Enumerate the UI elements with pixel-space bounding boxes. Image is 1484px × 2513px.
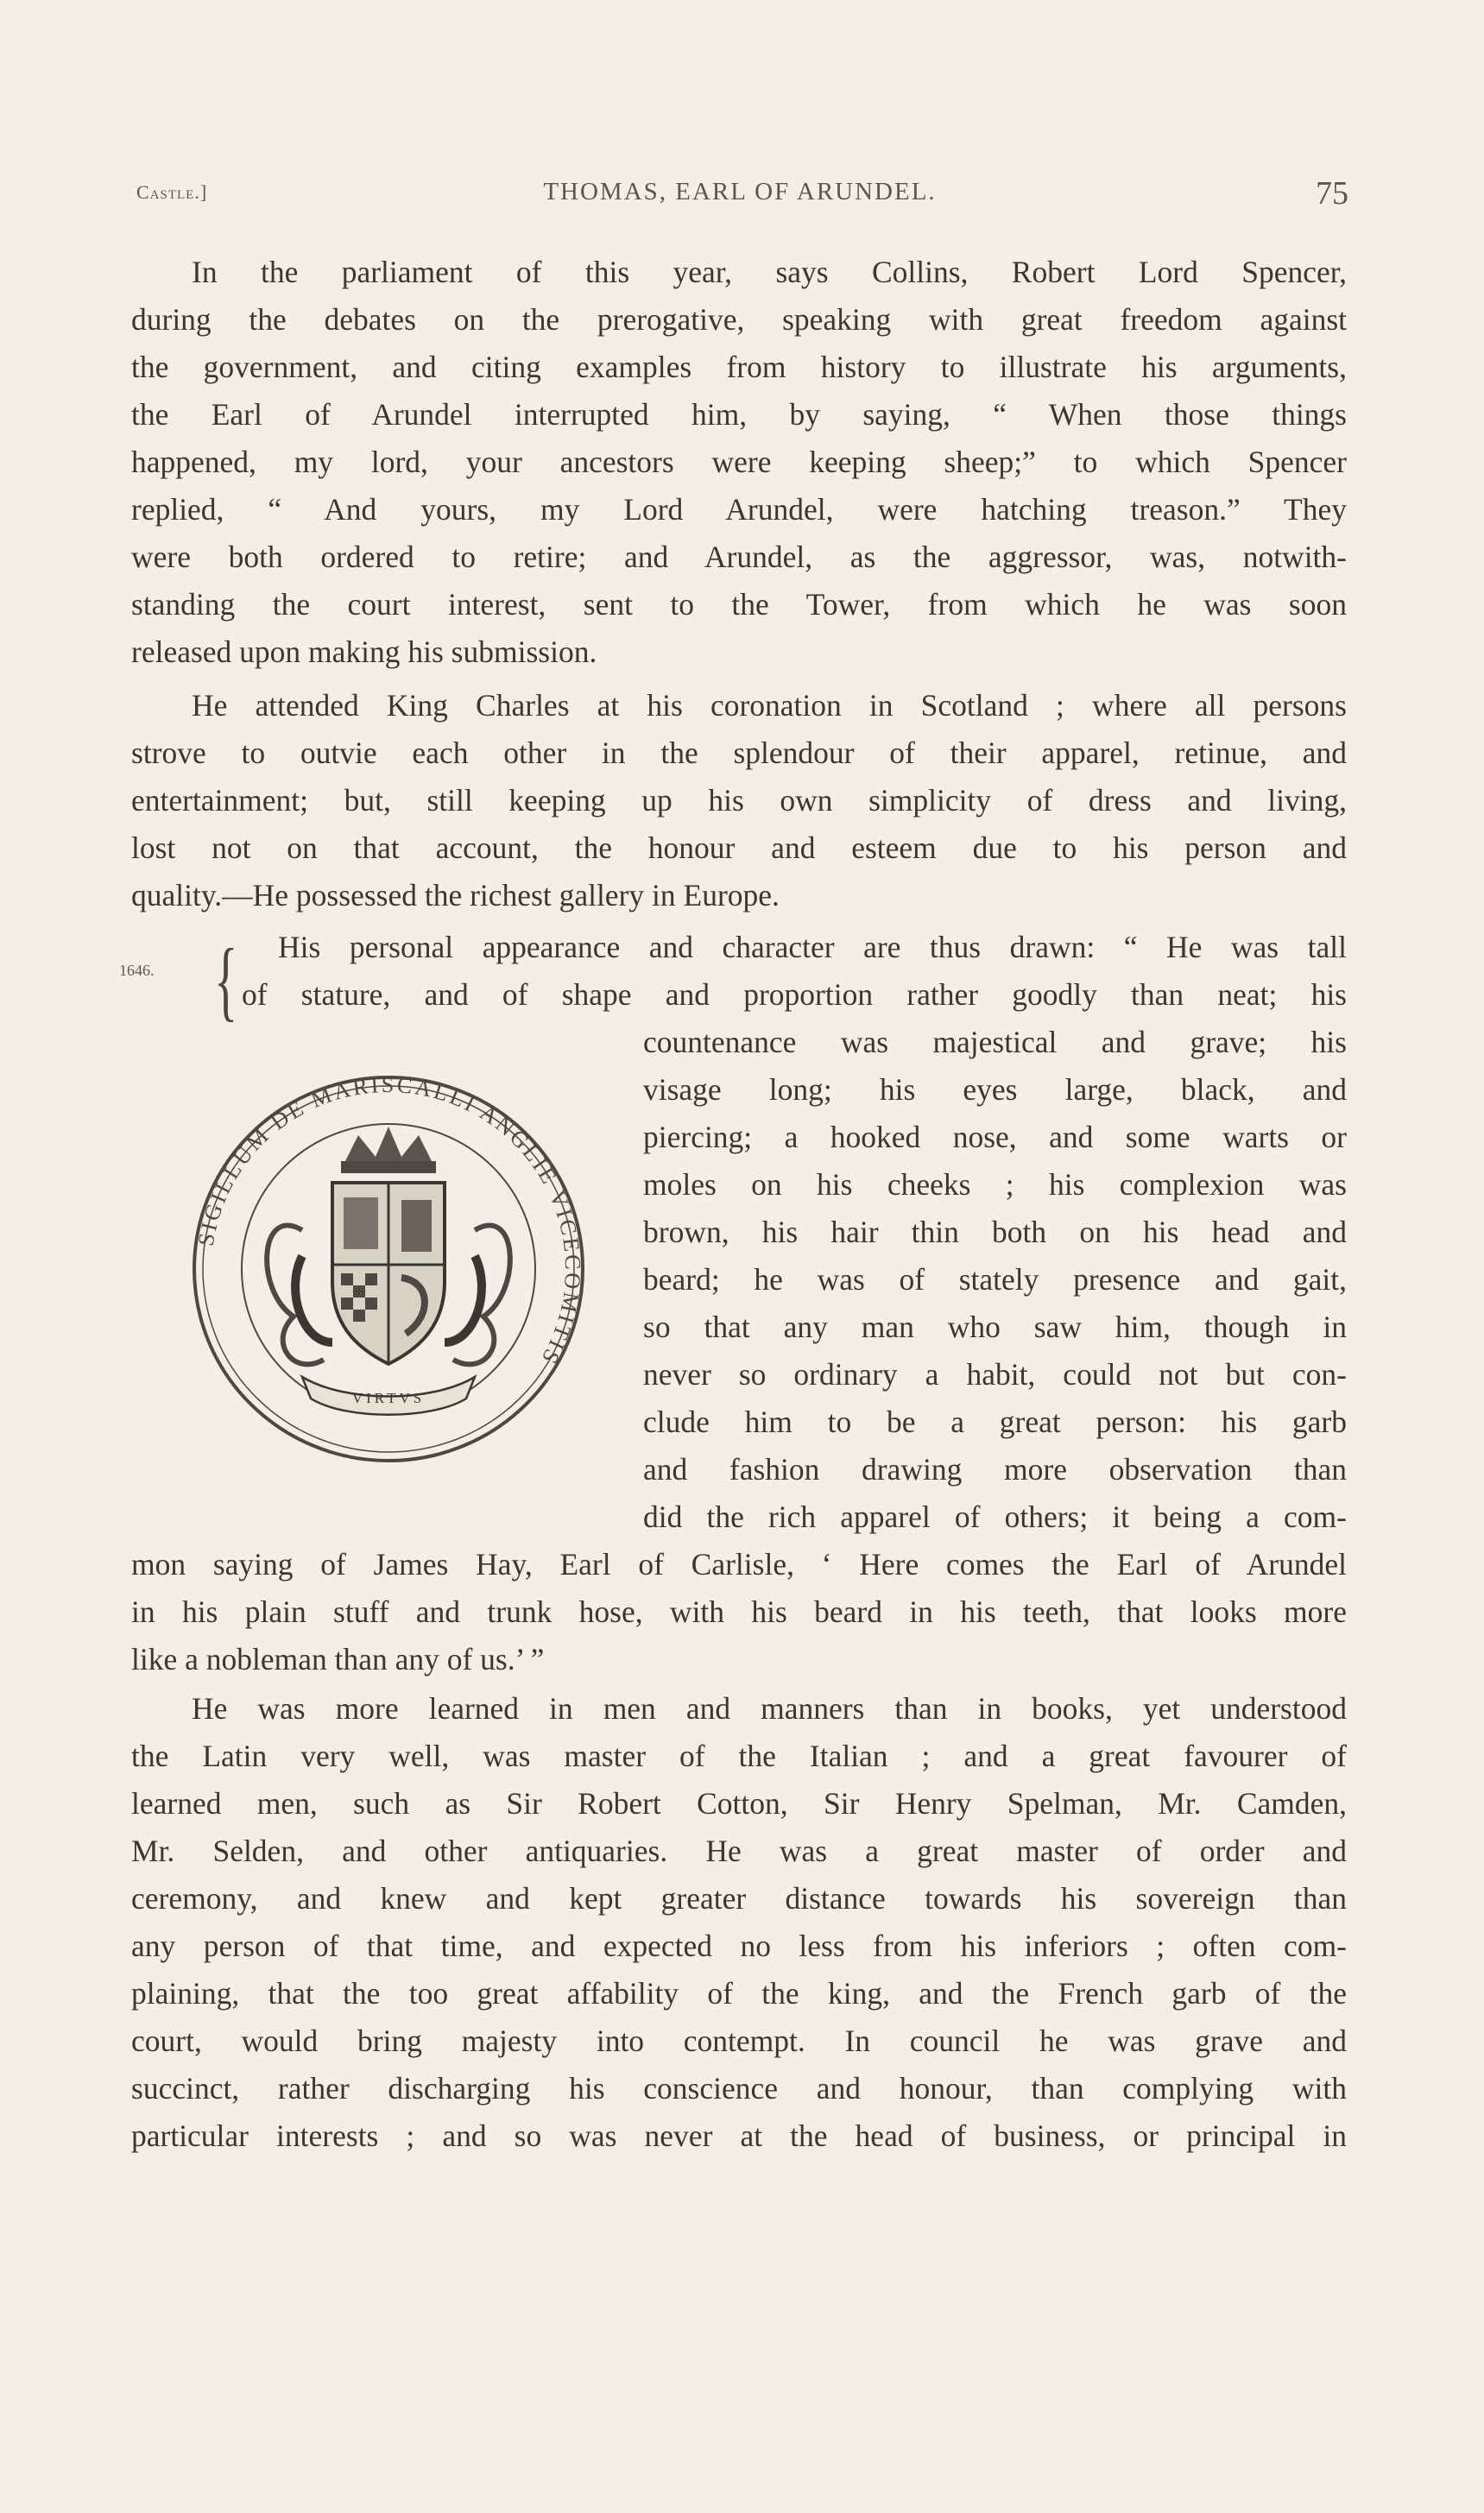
paragraph-3-opening [242,924,1347,1019]
page-number: 75 [1316,175,1348,212]
text-line: particular interests ; and so was never at the head of business, or principal in [131,2118,1347,2153]
running-head [131,174,1348,212]
text-line: learned men, such as Sir Robert Cotton, Sir Henry Spelman, Mr. Camden, [131,1786,1347,1821]
text-line: quality.—He possessed the richest gallery in Europe. [131,878,780,912]
text-line: of stature, and of shape and proportion rather goodly than neat; his [242,977,1347,1012]
margin-year: 1646. [119,962,155,979]
text-line: did the rich apparel of others; it being a com- [643,1500,1347,1534]
text-line: visage long; his eyes large, black, and [643,1072,1347,1107]
seal-legend: SIGILLUM DE MARISCALLI ANGLIE VICECOMITIS [193,1071,586,1371]
paragraph-3-tail [131,1541,1347,1683]
text-line: the Latin very well, was master of the Italian ; and a great favourer of [131,1739,1347,1773]
text-line: released upon making his submission. [131,635,597,669]
text-line: standing the court interest, sent to the Tower, from which he was soon [131,587,1347,622]
text-line: countenance was majestical and grave; his [643,1025,1347,1059]
text-line: Mr. Selden, and other antiquaries. He was a great master of order and [131,1834,1347,1868]
text-line: never so ordinary a habit, could not but con- [643,1357,1347,1392]
text-line: entertainment; but, still keeping up his own simplicity of dress and living, [131,783,1347,818]
text-line: and fashion drawing more observation than [643,1452,1347,1487]
text-line: His personal appearance and character are thus drawn: “ He was tall [278,930,1347,964]
paragraph-4 [131,1685,1347,2160]
section-label: Castle.] [136,181,208,203]
text-line: so that any man who saw him, though in [643,1310,1347,1344]
paragraph-3-narrow [643,1019,1347,1541]
text-line: succinct, rather discharging his conscience and honour, than complying with [131,2071,1347,2106]
page-title: THOMAS, EARL OF ARUNDEL. [543,178,937,205]
paragraph-1 [131,249,1347,676]
text-line: were both ordered to retire; and Arundel, as the aggressor, was, notwith- [131,540,1347,574]
text-line: like a nobleman than any of us.’ ” [131,1642,545,1676]
text-line: lost not on that account, the honour and esteem due to his person and [131,830,1347,865]
text-line: piercing; a hooked nose, and some warts or [643,1120,1347,1154]
text-line: the government, and citing examples from history to illustrate his arguments, [131,350,1347,384]
text-line: any person of that time, and expected no less from his inferiors ; often com- [131,1929,1347,1963]
text-line: strove to outvie each other in the splendour of their apparel, retinue, and [131,736,1347,770]
text-line: In the parliament of this year, says Collins, Robert Lord Spencer, [192,255,1347,289]
text-line: moles on his cheeks ; his complexion was [643,1167,1347,1202]
text-line: brown, his hair thin both on his head and [643,1215,1347,1249]
paragraph-2 [131,682,1347,919]
text-line: court, would bring majesty into contempt. In council he was grave and [131,2024,1347,2058]
text-line: He was more learned in men and manners than in books, yet understood [192,1691,1347,1726]
text-line: ceremony, and knew and kept greater distance towards his sovereign than [131,1881,1347,1916]
text-line: replied, “ And yours, my Lord Arundel, were hatching treason.” They [131,492,1347,527]
text-line: the Earl of Arundel interrupted him, by saying, “ When those things [131,397,1347,432]
text-line: mon saying of James Hay, Earl of Carlisle, ‘ Here comes the Earl of Arundel [131,1547,1347,1582]
seal-motto: VIRTVS [351,1390,426,1406]
text-line: happened, my lord, your ancestors were keeping sheep;” to which Spencer [131,445,1347,479]
text-line: during the debates on the prerogative, speaking with great freedom against [131,302,1347,337]
text-line: beard; he was of stately presence and gait, [643,1262,1347,1297]
brace-mark: { [214,931,238,1030]
seal-illustration [173,1032,604,1515]
text-line: clude him to be a great person: his garb [643,1405,1347,1439]
text-line: plaining, that the too great affability of the king, and the French garb of the [131,1976,1347,2011]
text-line: He attended King Charles at his coronation in Scotland ; where all persons [192,688,1347,723]
text-line: in his plain stuff and trunk hose, with his beard in his teeth, that looks more [131,1594,1347,1629]
